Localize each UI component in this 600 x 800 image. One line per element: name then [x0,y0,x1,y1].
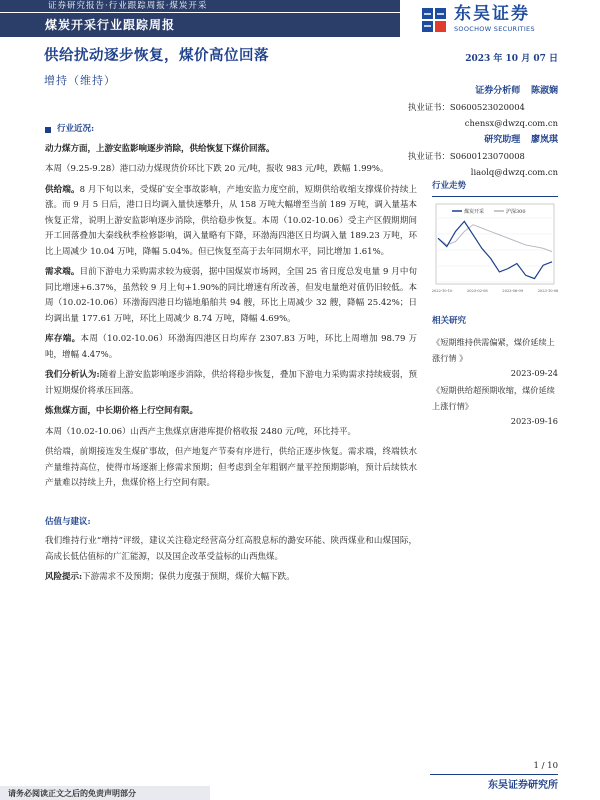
paragraph-label: 风险提示: [45,572,83,582]
logo-icon [420,6,450,34]
page-number: 1 / 10 [533,761,558,771]
series-line-2 [438,225,552,252]
related-item[interactable] [432,383,558,430]
related-title: 相关研究 [432,316,467,326]
paragraph [45,265,417,327]
trend-title: 行业走势 [432,180,558,197]
paragraph: 供给端，前期接连发生煤矿事故，但产地复产节奏有序进行，供给正逐步恢复。需求端，终端铁水产量维持高位，使得市场逐渐上修需求预期；但考虑到全年粗钢产量平控预期影响，预计后续铁水产量难以持续上升，焦煤价格上行空间有限。 [45,447,417,488]
x-tick-label: 2023-02-08 [466,289,488,293]
analyst-block [408,82,558,180]
analyst-email[interactable]: liaolq@dwzq.com.cn [470,167,558,177]
analyst-name: 陈淑娴 [530,86,558,96]
brand-logo [420,4,580,38]
trend-chart [432,200,558,300]
paragraph: 本周（10.02-10.06）山西产主焦煤京唐港库提价格收报 2480 元/吨，环比持平。 [45,426,356,437]
report-date: 2023 年 10 月 07 日 [465,54,558,64]
analyst-role: 研究助理 [484,135,521,145]
paragraph [45,183,417,261]
paragraph-head: 炼焦煤方面，中长期价格上行空间有限。 [45,406,199,416]
footer-institute: 东吴证券研究所 [488,780,558,791]
paragraph-text: 8 月下旬以来，受煤矿安全事故影响，产地安监力度空前，短期供给收缩支撑煤价持续上涨。而 9 月 5 日后，港口日均调入量快速攀升，从 158 万吨大幅增至当前 189 万吨，调入量基本恢复正常，说明上游安监影响逐步消除，供给稳步恢复。本周（10.02-10.06）受主产区假期期间开工回落叠加大秦线秋季检修影响，调入量略有下降，环渤海四港区日均调入量 189.23 万吨，环比上周减少 10.04 万吨，降幅 5.04%。但已恢复至高于去年同期水平，同比增加 1.61%。 [45,184,417,257]
paragraph-text: 随着上游安监影响逐步消除，供给将稳步恢复，叠加下游电力采购需求持续疲弱，预计短期煤价将承压回落。 [45,370,417,396]
section-heading [45,122,417,138]
paragraph-text: 目前下游电力采购需求较为疲弱，据中国煤炭市场网，全国 25 省日度总发电量 9 月中旬同比增速+6.37%，虽然较 9 月上旬+1.90%的同比增速有所改善，但发电量绝对值仍旧较低。本周（10.02-10.06）环渤海四港日均锚地船舶共 94 艘，环比上周减少 32 艘，降幅 25.42%；日均调出量 177.61 万吨，环比上周减少 8.74 万吨，降幅 4.69%。 [45,267,417,324]
related-item[interactable] [432,335,558,382]
paragraph-label: 需求端。 [45,267,80,277]
legend-series-2: 沪深300 [506,209,526,215]
related-item-date: 2023-09-16 [510,416,558,426]
paragraph-head: 动力煤方面，上游安监影响逐步消除，供给恢复下煤价回落。 [45,143,275,154]
paragraph-text: 下游需求不及预期；保供力度强于预期，煤价大幅下跌。 [82,572,295,582]
footer-disclaimer: 请务必阅读正文之后的免责声明部分 [0,786,210,800]
related-item-date: 2023-09-24 [510,368,558,378]
bullet-square-icon [45,127,51,133]
main-content [45,122,417,591]
paragraph-label: 我们分析认为: [45,370,100,380]
sidebar [432,180,558,426]
paragraph-label: 库存端。 [45,334,81,344]
section-title: 行业近况: [57,124,95,134]
paragraph [45,570,417,586]
paragraph-label: 供给端。 [45,184,80,195]
legend-series-1: 煤炭开采 [464,209,485,215]
page-title: 供给扰动逐步恢复，煤价高位回落 [44,47,269,64]
paragraph: 我们维持行业“增持”评级，建议关注稳定经营高分红高股息标的潞安环能、陕西煤业和山煤国际，高成长低估值标的广汇能源，以及国企改革受益标的山西焦煤。 [45,536,417,562]
report-series: 煤炭开采行业跟踪周报 [0,13,400,37]
report-category: 证券研究报告·行业跟踪周报·煤炭开采 [0,0,400,12]
related-item-title[interactable]: 《短期维持供需偏紧，煤价延续上涨行情 》 [432,337,555,363]
analyst-email[interactable]: chensx@dwzq.com.cn [464,118,558,128]
analyst-2 [408,131,558,148]
rating: 增持（维持） [44,74,116,87]
analyst-role: 证券分析师 [475,86,521,96]
header-band [0,0,400,42]
paragraph: 本周（9.25-9.28）港口动力煤现货价环比下跌 20 元/吨，报收 983 元/吨，跌幅 1.99%。 [45,164,389,174]
chart-legend [452,208,526,215]
x-tick-label: 2022-10-10 [432,289,453,293]
analyst-name: 廖岚琪 [530,135,558,145]
chart-x-ticks [432,289,558,293]
related-item-title[interactable]: 《短期供给超预期收缩，煤价延续上涨行情》 [432,385,555,411]
chart-grid [438,218,552,282]
chart-frame [436,204,554,284]
analyst-1 [408,82,558,99]
section-heading [45,515,417,531]
footer-divider [430,774,558,775]
x-tick-label: 2023-10-08 [537,289,558,293]
paragraph-text: 本周（10.02-10.06）环渤海四港区日均库存 2307.83 万吨，环比上周增加 98.79 万吨，增幅 4.47%。 [45,334,417,360]
paragraph [45,332,417,363]
analyst-cert: 执业证书：S0600123070008 [408,151,525,161]
section-title: 估值与建议: [45,516,91,527]
analyst-cert: 执业证书：S0600523020004 [408,102,525,112]
x-tick-label: 2023-06-09 [502,289,524,293]
logo-cn-text: 东吴证券 [454,4,530,24]
logo-en-text: SOOCHOW SECURITIES [454,25,535,33]
paragraph [45,368,417,399]
